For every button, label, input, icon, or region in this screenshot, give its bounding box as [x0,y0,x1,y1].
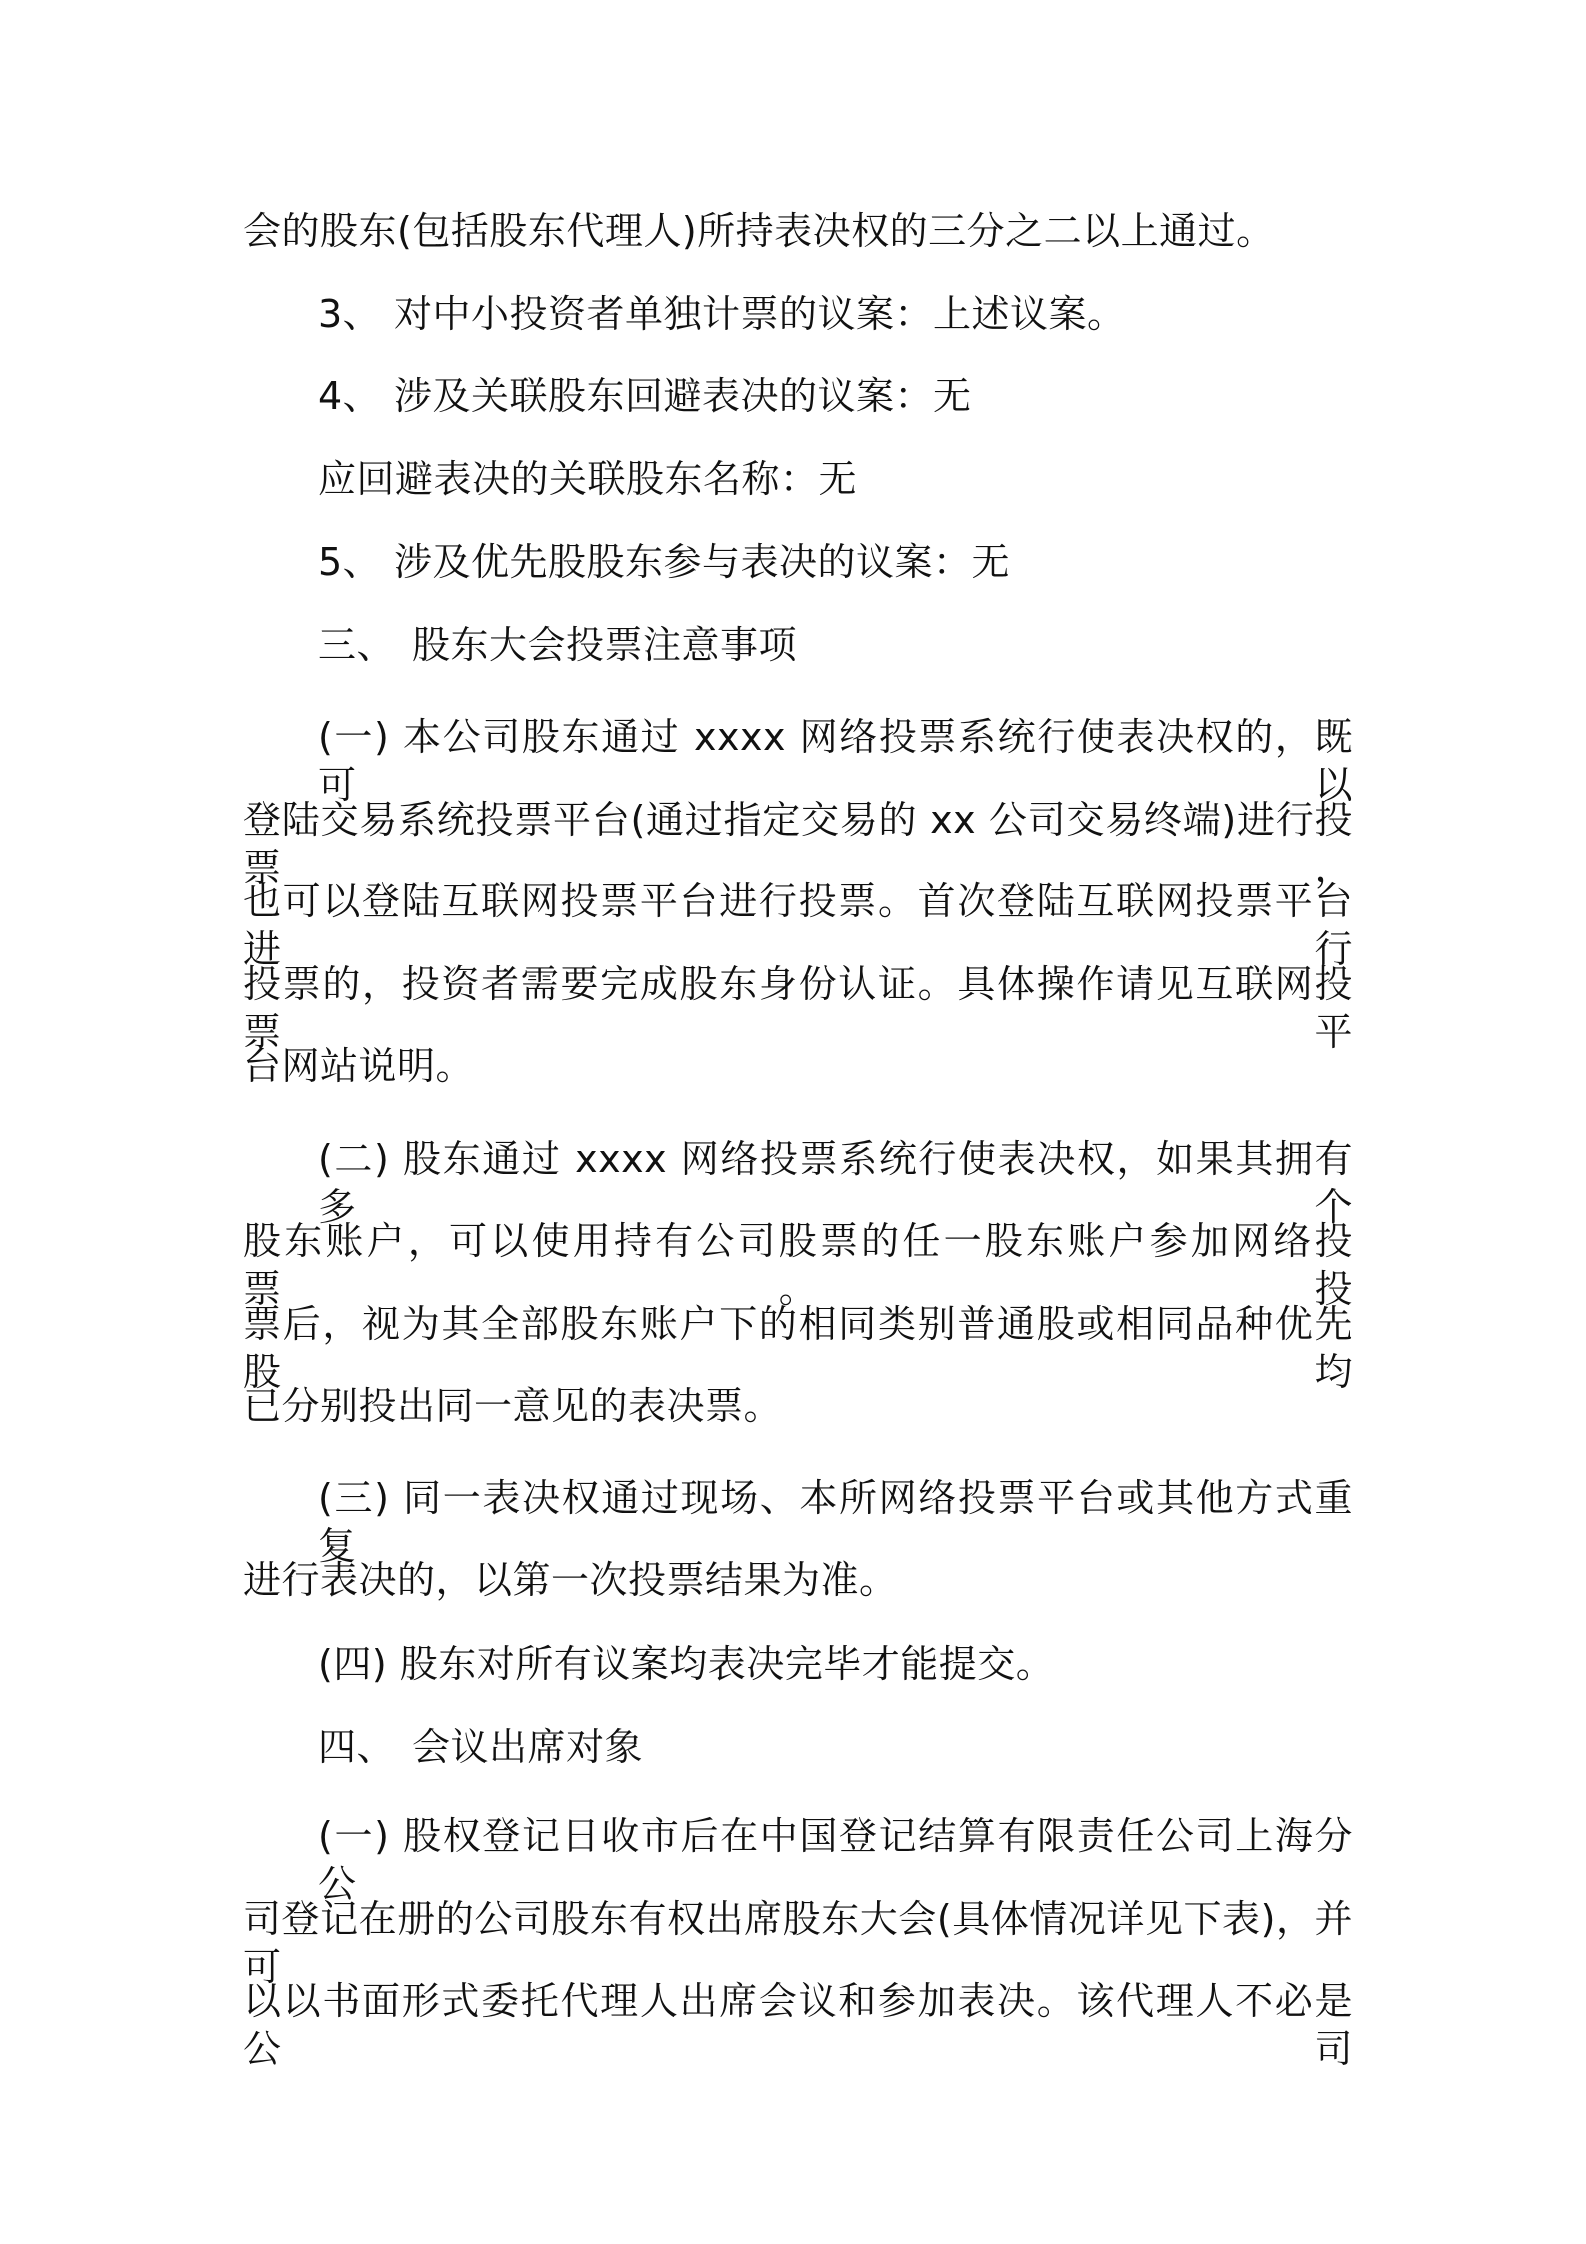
list-number: 5、 [318,540,382,584]
paragraph-line: 也可以登陆互联网投票平台进行投票。首次登陆互联网投票平台进行 [243,879,1353,971]
paragraph-line: (二) 股东通过 xxxx 网络投票系统行使表决权，如果其拥有多个 [318,1137,1353,1229]
section-heading-4 [318,1723,1353,1771]
list-text: 涉及关联股东回避表决的议案：无 [394,374,972,418]
paragraph-line: (三) 同一表决权通过现场、本所网络投票平台或其他方式重复 [318,1476,1353,1568]
section-title: 会议出席对象 [412,1725,644,1769]
paragraph-line: (四) 股东对所有议案均表决完毕才能提交。 [318,1642,1055,1686]
paragraph-line-1: 会的股东(包括股东代理人)所持表决权的三分之二以上通过。 [243,209,1275,253]
paragraph-line: 股东账户，可以使用持有公司股票的任一股东账户参加网络投票。投 [243,1219,1353,1311]
paragraph-line: 投票的，投资者需要完成股东身份认证。具体操作请见互联网投票平 [243,962,1353,1054]
list-text: 涉及优先股股东参与表决的议案：无 [394,540,1011,584]
list-text: 对中小投资者单独计票的议案：上述议案。 [394,292,1126,336]
paragraph-line: 台网站说明。 [243,1044,475,1088]
paragraph-line: (一) 本公司股东通过 xxxx 网络投票系统行使表决权的，既可以 [318,715,1353,807]
section-number: 四、 [318,1725,396,1769]
section-number: 三、 [318,623,396,667]
paragraph-line: 已分别投出同一意见的表决票。 [243,1384,783,1428]
section-title: 股东大会投票注意事项 [412,623,798,667]
paragraph-line: 票后，视为其全部股东账户下的相同类别普通股或相同品种优先股均 [243,1302,1353,1394]
paragraph-line-related-shareholder: 应回避表决的关联股东名称：无 [318,457,858,501]
paragraph-line: 进行表决的，以第一次投票结果为准。 [243,1558,898,1602]
list-item-3 [318,290,1353,338]
list-item-4 [318,372,1353,420]
list-number: 3、 [318,292,382,336]
paragraph-line: 司登记在册的公司股东有权出席股东大会(具体情况详见下表)，并可 [243,1897,1353,1989]
list-number: 4、 [318,374,382,418]
paragraph-line: (一) 股权登记日收市后在中国登记结算有限责任公司上海分公 [318,1814,1353,1906]
section-heading-3 [318,621,1353,669]
paragraph-line: 以以书面形式委托代理人出席会议和参加表决。该代理人不必是公司 [243,1979,1353,2071]
paragraph-line: 登陆交易系统投票平台(通过指定交易的 xx 公司交易终端)进行投票， [243,798,1353,890]
list-item-5 [318,538,1353,586]
